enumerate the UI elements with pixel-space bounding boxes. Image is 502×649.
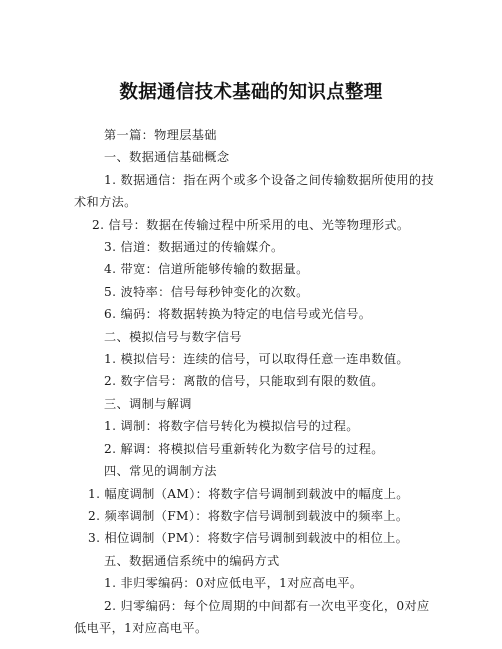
list-item: 5. 波特率：信号每秒钟变化的次数。 xyxy=(104,284,309,299)
section-heading: 一、数据通信基础概念 xyxy=(104,150,230,165)
section-heading: 三、调制与解调 xyxy=(104,396,192,411)
list-item: 1. 模拟信号：连续的信号，可以取得任意一连串数值。 xyxy=(104,352,409,367)
list-item: 3. 相位调制（PM）：将数字信号调制到载波中的相位上。 xyxy=(88,531,409,546)
list-item: 1. 调制：将数字信号转化为模拟信号的过程。 xyxy=(104,419,359,434)
list-item: 6. 编码：将数据转换为特定的电信号或光信号。 xyxy=(104,307,372,322)
list-item: 1. 非归零编码：0对应低电平，1对应高电平。 xyxy=(104,576,363,591)
list-item: 1. 数据通信：指在两个或多个设备之间传输数据所使用的技术和方法。 xyxy=(74,172,434,210)
list-item: 2. 数字信号：离散的信号，只能取到有限的数值。 xyxy=(104,374,384,389)
section-heading: 四、常见的调制方法 xyxy=(104,464,217,479)
list-item: 2. 频率调制（FM）：将数字信号调制到载波中的频率上。 xyxy=(88,508,409,523)
section-heading: 二、模拟信号与数字信号 xyxy=(104,329,242,344)
document-title: 数据通信技术基础的知识点整理 xyxy=(119,82,383,103)
list-item: 1. 幅度调制（AM）：将数字信号调制到载波中的幅度上。 xyxy=(88,486,409,501)
section-heading: 五、数据通信系统中的编码方式 xyxy=(104,553,280,568)
document-body xyxy=(74,124,436,639)
list-item: 2. 信号：数据在传输过程中所采用的电、光等物理形式。 xyxy=(92,217,410,232)
list-item: 2. 解调：将模拟信号重新转化为数字信号的过程。 xyxy=(104,441,384,456)
list-item: 3. 信道：数据通过的传输媒介。 xyxy=(104,240,284,255)
list-item: 4. 带宽：信道所能够传输的数据量。 xyxy=(104,262,309,277)
list-item: 2. 归零编码：每个位周期的中间都有一次电平变化，0对应低电平，1对应高电平。 xyxy=(74,598,430,635)
part-heading: 第一篇：物理层基础 xyxy=(104,128,217,142)
